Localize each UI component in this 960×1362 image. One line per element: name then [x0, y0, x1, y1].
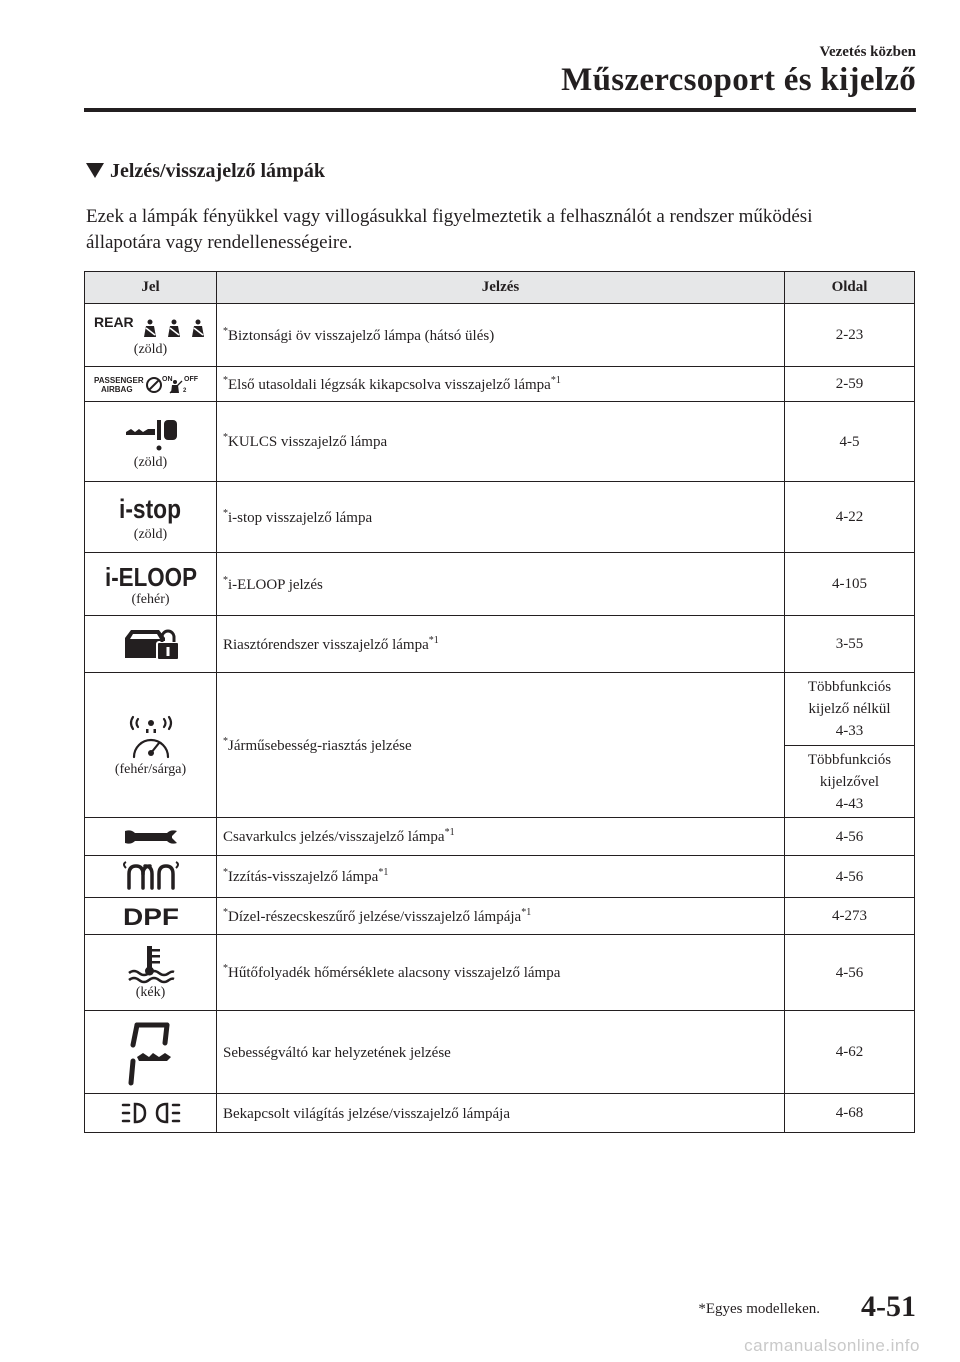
table-row — [85, 482, 915, 553]
header-rule — [84, 108, 916, 112]
dpf-icon — [121, 903, 181, 929]
table-row — [85, 818, 915, 856]
i-eloop-icon — [103, 561, 199, 591]
indication-label: Járműsebesség-riasztás jelzése — [228, 737, 412, 754]
dpf-text: DPF — [122, 904, 179, 931]
triangle-bullet-icon — [86, 163, 104, 178]
page-note-line: kijelzővel — [819, 773, 880, 790]
asterisk: * — [223, 867, 228, 878]
watermark: carmanualsonline.info — [744, 1336, 920, 1355]
page-ref: 4-43 — [835, 795, 864, 812]
svg-text:2: 2 — [182, 388, 186, 394]
color-label: (zöld) — [133, 341, 168, 357]
color-label: (zöld) — [133, 526, 168, 542]
table-row — [85, 402, 915, 482]
rear-seatbelt-icon — [92, 313, 210, 341]
page-ref-with-display — [785, 746, 915, 818]
indication-label: Sebességváltó kar helyzetének jelzése — [223, 1044, 451, 1061]
indication-label: Bekapcsolt világítás jelzése/visszajelző lámpája — [223, 1105, 510, 1122]
key-icon — [121, 412, 181, 454]
passenger-text: PASSENGER — [93, 376, 144, 385]
asterisk: * — [223, 374, 228, 386]
page-ref: 4-273 — [785, 898, 915, 935]
color-label: (kék) — [135, 985, 166, 1000]
on-text: ON — [161, 376, 172, 383]
indication-label: Hűtőfolyadék hőmérséklete alacsony visszajelző lámpa — [228, 965, 561, 981]
passenger-airbag-off-icon — [92, 373, 210, 395]
off-text: OFF — [183, 376, 198, 383]
section-title-text: Jelzés/visszajelző lámpák — [110, 160, 325, 182]
header-indication: Jelzés — [217, 272, 785, 304]
page-ref: 4-5 — [785, 402, 915, 482]
table-row — [85, 304, 915, 367]
indication-label: i-stop visszajelző lámpa — [228, 509, 373, 526]
glow-plug-icon — [123, 862, 179, 892]
asterisk: * — [223, 735, 228, 747]
shift-lever-icon — [123, 1017, 179, 1087]
indication-label: Izzítás-visszajelző lámpa — [228, 869, 379, 885]
table-row — [85, 898, 915, 935]
page-ref: 2-59 — [785, 367, 915, 402]
color-label: (fehér) — [131, 591, 170, 607]
table-row — [85, 1094, 915, 1133]
page-ref: 4-62 — [785, 1011, 915, 1094]
indication-label: Első utasoldali légzsák kikapcsolva visszajelző lámpa — [228, 376, 551, 393]
table-row — [85, 673, 915, 746]
section-intro: Ezek a lámpák fényükkel vagy villogásukkal figyelmeztetik a felhasználót a rendszer működési állapotára vagy rendellenességeire. — [86, 206, 813, 253]
page-note-line: Többfunkciós — [807, 679, 892, 695]
indication-label: Dízel-részecskeszűrő jelzése/visszajelző lámpája — [228, 908, 522, 925]
security-alarm-icon — [119, 624, 183, 664]
airbag-text: AIRBAG — [100, 385, 133, 394]
lights-on-icon — [121, 1100, 181, 1126]
page-ref: 4-68 — [785, 1094, 915, 1133]
page-ref: 4-105 — [785, 553, 915, 616]
section-title — [86, 160, 325, 183]
page-title: Műszercsoport és kijelző — [561, 62, 916, 98]
page-ref: 3-55 — [785, 616, 915, 673]
indication-label: Csavarkulcs jelzés/visszajelző lámpa — [223, 829, 445, 845]
footnote-ref: *1 — [428, 634, 439, 646]
page-ref: 4-56 — [785, 935, 915, 1011]
asterisk: * — [223, 963, 228, 974]
footnote: *Egyes modelleken. — [698, 1301, 820, 1317]
coolant-temp-low-icon — [126, 944, 176, 984]
table-row — [85, 616, 915, 673]
table-row — [85, 935, 915, 1011]
color-label: (zöld) — [133, 455, 168, 470]
asterisk: * — [223, 507, 228, 519]
page-note-line: Többfunkciós — [807, 751, 892, 768]
table-row — [85, 856, 915, 898]
i-stop-icon — [116, 492, 186, 526]
table-row — [85, 367, 915, 402]
indication-label: i-ELOOP jelzés — [228, 576, 323, 593]
indication-label: Biztonsági öv visszajelző lámpa (hátsó ülés) — [228, 327, 495, 344]
asterisk: * — [223, 906, 228, 918]
page-note-line: kijelző nélkül — [808, 701, 891, 717]
footnote-ref: *1 — [521, 906, 532, 918]
table-row — [85, 1011, 915, 1094]
header-subtitle: Vezetés közben — [819, 44, 916, 60]
speed-alarm-icon — [124, 713, 178, 761]
i-stop-text: i-stop — [118, 493, 181, 524]
i-eloop-text: i-ELOOP — [104, 561, 197, 592]
page-ref: 4-56 — [785, 818, 915, 856]
footnote-ref: *1 — [444, 827, 455, 838]
footnote-ref: *1 — [378, 867, 389, 878]
indication-label: Riasztórendszer visszajelző lámpa — [223, 636, 429, 653]
asterisk: * — [223, 325, 228, 337]
signal-table — [84, 271, 915, 1133]
footnote-ref: *1 — [550, 374, 561, 386]
page-ref-without-display — [785, 673, 915, 746]
asterisk: * — [223, 432, 228, 443]
page-ref: 4-56 — [785, 856, 915, 898]
page-ref: 2-23 — [785, 304, 915, 367]
wrench-icon — [123, 828, 179, 846]
indication-label: KULCS visszajelző lámpa — [228, 434, 388, 450]
table-row — [85, 553, 915, 616]
color-label: (fehér/sárga) — [114, 761, 187, 777]
table-header-row — [85, 272, 915, 304]
rear-text: REAR — [93, 313, 134, 330]
page-ref: 4-22 — [785, 482, 915, 553]
page-ref: 4-33 — [835, 723, 864, 739]
asterisk: * — [223, 574, 228, 586]
header-symbol: Jel — [85, 272, 217, 304]
header-page: Oldal — [785, 272, 915, 304]
page-number: 4-51 — [861, 1290, 916, 1323]
